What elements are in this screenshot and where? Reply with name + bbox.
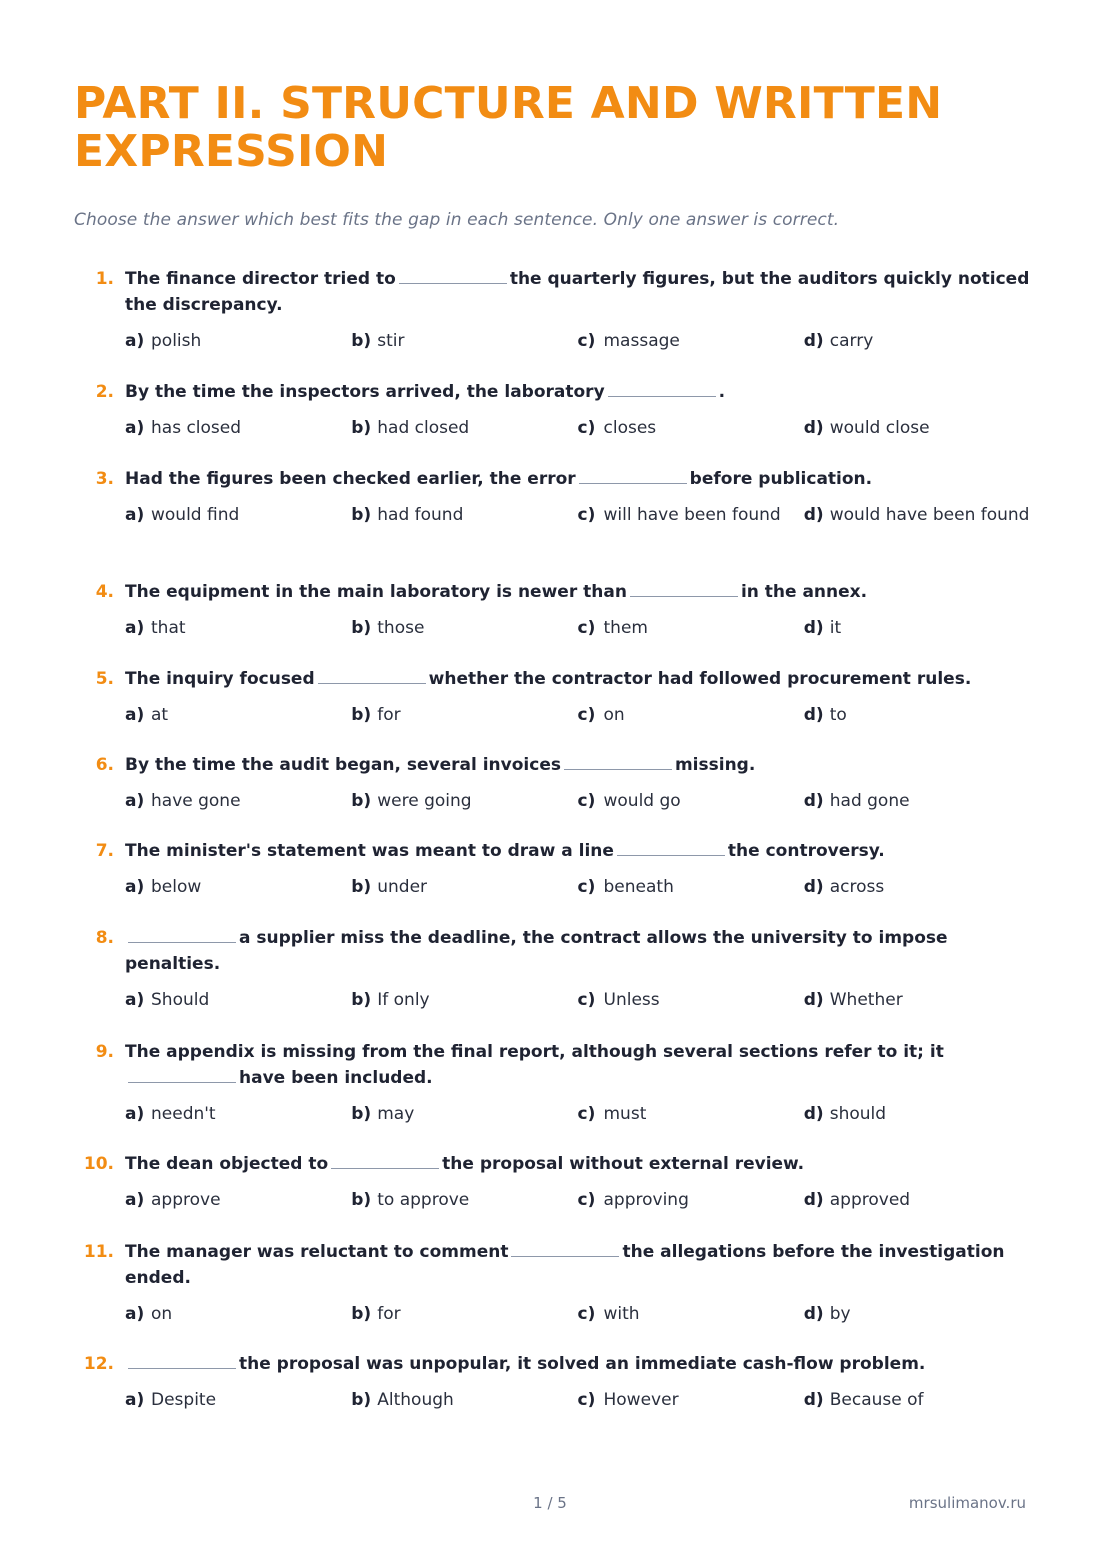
question-stem-after: whether the contractor had followed procurement rules. xyxy=(428,669,972,689)
option-text: have gone xyxy=(151,791,241,811)
answer-option xyxy=(125,415,351,441)
answer-option xyxy=(804,987,1030,1013)
answer-option xyxy=(125,328,351,354)
answer-gap xyxy=(128,928,236,943)
answer-options xyxy=(74,874,1030,900)
answer-option xyxy=(578,502,804,528)
answer-option xyxy=(351,328,577,354)
question-item xyxy=(74,379,1030,441)
answer-gap xyxy=(564,755,672,770)
question-stem-after: the quarterly figures, but the auditors quickly noticed the discrepancy. xyxy=(125,269,1030,315)
question-stem-after: the allegations before the investigation ended. xyxy=(125,1242,1005,1288)
option-text: had gone xyxy=(829,791,910,811)
option-text: polish xyxy=(151,331,202,351)
option-text: Although xyxy=(377,1390,454,1410)
question-number: 6. xyxy=(95,755,114,775)
question-number: 3. xyxy=(95,469,114,489)
option-text: approve xyxy=(151,1190,221,1210)
question-item xyxy=(74,1151,1030,1213)
option-letter: b) xyxy=(351,705,372,725)
option-text: Because of xyxy=(829,1390,924,1410)
question-stem-after: missing. xyxy=(674,755,756,775)
answer-options xyxy=(74,1187,1030,1213)
answer-option xyxy=(351,1301,577,1327)
option-text: it xyxy=(829,618,842,638)
question-text xyxy=(74,266,1030,318)
question-stem-before: The finance director tried to xyxy=(125,269,396,289)
answer-option xyxy=(125,615,351,641)
answer-option xyxy=(125,1101,351,1127)
option-letter: d) xyxy=(803,618,824,638)
option-letter: b) xyxy=(351,505,372,525)
option-text: may xyxy=(377,1104,415,1124)
option-letter: c) xyxy=(577,331,596,351)
answer-option xyxy=(351,1101,577,1127)
option-text: needn't xyxy=(151,1104,216,1124)
answer-option xyxy=(351,615,577,641)
option-letter: a) xyxy=(125,705,145,725)
answer-option xyxy=(578,702,804,728)
answer-gap xyxy=(630,582,738,597)
question-stem-after: a supplier miss the deadline, the contract allows the university to impose penalties. xyxy=(125,928,948,974)
answer-gap xyxy=(318,669,426,684)
question-stem-after: the proposal was unpopular, it solved an immediate cash-flow problem. xyxy=(239,1354,926,1374)
option-letter: c) xyxy=(577,990,596,1010)
answer-gap xyxy=(511,1242,619,1257)
option-text: should xyxy=(829,1104,887,1124)
option-letter: d) xyxy=(803,418,824,438)
question-item xyxy=(74,1039,1030,1127)
answer-option xyxy=(804,415,1030,441)
answer-option xyxy=(125,874,351,900)
option-text: that xyxy=(151,618,186,638)
option-text: closes xyxy=(603,418,657,438)
question-number: 5. xyxy=(95,669,114,689)
option-text: had found xyxy=(377,505,464,525)
option-letter: b) xyxy=(351,618,372,638)
option-text: for xyxy=(377,705,401,725)
option-letter: c) xyxy=(577,1104,596,1124)
question-text xyxy=(74,1351,1030,1377)
question-text xyxy=(74,1239,1030,1291)
answer-gap xyxy=(128,1354,236,1369)
question-number: 4. xyxy=(95,582,114,602)
option-letter: c) xyxy=(577,505,596,525)
option-text: would close xyxy=(829,418,930,438)
option-text: would have been found xyxy=(829,505,1030,525)
option-letter: c) xyxy=(577,1190,596,1210)
option-text: on xyxy=(603,705,625,725)
option-text: by xyxy=(829,1304,851,1324)
answer-option xyxy=(804,788,1030,814)
answer-option xyxy=(125,1301,351,1327)
answer-options xyxy=(74,415,1030,441)
question-stem-before: The minister's statement was meant to draw a line xyxy=(125,841,614,861)
question-stem-before: The appendix is missing from the final report, although several sections refer to it; it xyxy=(125,1042,944,1062)
answer-gap xyxy=(331,1154,439,1169)
answer-gap xyxy=(608,382,716,397)
option-letter: a) xyxy=(125,505,145,525)
answer-option xyxy=(804,1387,1030,1413)
answer-option xyxy=(125,1187,351,1213)
answer-option xyxy=(578,788,804,814)
question-stem-before: The manager was reluctant to comment xyxy=(125,1242,509,1262)
answer-option xyxy=(351,1387,577,1413)
option-text: will have been found xyxy=(603,505,781,525)
option-letter: a) xyxy=(125,990,145,1010)
option-letter: c) xyxy=(577,705,596,725)
option-letter: b) xyxy=(351,791,372,811)
question-item xyxy=(74,579,1030,641)
question-item xyxy=(74,752,1030,814)
option-text: Unless xyxy=(603,990,660,1010)
question-stem-before: The inquiry focused xyxy=(125,669,315,689)
question-number: 11. xyxy=(83,1242,114,1262)
question-text xyxy=(74,379,1030,405)
question-text xyxy=(74,666,1030,692)
option-text: has closed xyxy=(151,418,242,438)
question-number: 8. xyxy=(95,928,114,948)
option-letter: d) xyxy=(803,1304,824,1324)
option-text: If only xyxy=(377,990,430,1010)
question-item xyxy=(74,1351,1030,1413)
answer-option xyxy=(578,328,804,354)
answer-options xyxy=(74,1101,1030,1127)
answer-gap xyxy=(399,269,507,284)
answer-option xyxy=(578,1387,804,1413)
option-letter: b) xyxy=(351,418,372,438)
question-item xyxy=(74,838,1030,900)
answer-option xyxy=(804,328,1030,354)
answer-option xyxy=(578,1101,804,1127)
answer-option xyxy=(804,1187,1030,1213)
question-item xyxy=(74,266,1030,354)
question-stem-after: the controversy. xyxy=(727,841,885,861)
option-letter: b) xyxy=(351,877,372,897)
option-text: below xyxy=(151,877,202,897)
answer-option xyxy=(804,874,1030,900)
option-text: approved xyxy=(829,1190,911,1210)
option-text: for xyxy=(377,1304,401,1324)
answer-option xyxy=(125,788,351,814)
question-stem-after: in the annex. xyxy=(740,582,868,602)
question-item xyxy=(74,666,1030,728)
option-letter: b) xyxy=(351,1104,372,1124)
instructions: Choose the answer which best fits the gap in each sentence. Only one answer is correct. xyxy=(74,210,840,230)
answer-option xyxy=(351,874,577,900)
answer-options xyxy=(74,1387,1030,1413)
option-text: were going xyxy=(377,791,472,811)
option-text: across xyxy=(829,877,885,897)
question-number: 12. xyxy=(83,1354,114,1374)
answer-option xyxy=(351,502,577,528)
answer-option xyxy=(804,1101,1030,1127)
option-letter: a) xyxy=(125,618,145,638)
option-text: at xyxy=(151,705,169,725)
option-letter: d) xyxy=(803,1190,824,1210)
answer-gap xyxy=(128,1068,236,1083)
option-letter: b) xyxy=(351,1304,372,1324)
option-text: stir xyxy=(377,331,405,351)
option-text: them xyxy=(603,618,648,638)
answer-option xyxy=(804,702,1030,728)
option-letter: c) xyxy=(577,1390,596,1410)
answer-gap xyxy=(579,469,687,484)
question-number: 10. xyxy=(83,1154,114,1174)
answer-options xyxy=(74,788,1030,814)
answer-option xyxy=(578,1301,804,1327)
question-text xyxy=(74,925,1030,977)
answer-option xyxy=(578,874,804,900)
page-title: PART II. STRUCTURE AND WRITTEN EXPRESSION xyxy=(74,78,943,177)
option-text: on xyxy=(151,1304,173,1324)
option-letter: d) xyxy=(803,505,824,525)
answer-options xyxy=(74,1301,1030,1327)
option-text: carry xyxy=(829,331,874,351)
option-letter: a) xyxy=(125,1390,145,1410)
answer-option xyxy=(804,1301,1030,1327)
option-text: those xyxy=(377,618,425,638)
option-text: Should xyxy=(151,990,210,1010)
option-text: However xyxy=(603,1390,679,1410)
question-stem-before: Had the figures been checked earlier, the error xyxy=(125,469,576,489)
option-text: under xyxy=(377,877,428,897)
question-text xyxy=(74,838,1030,864)
option-text: must xyxy=(603,1104,647,1124)
answer-option xyxy=(578,987,804,1013)
answer-option xyxy=(804,502,1030,528)
option-text: to approve xyxy=(377,1190,470,1210)
option-letter: c) xyxy=(577,791,596,811)
option-text: had closed xyxy=(377,418,470,438)
option-letter: a) xyxy=(125,1104,145,1124)
option-letter: d) xyxy=(803,1390,824,1410)
answer-option xyxy=(125,1387,351,1413)
question-number: 2. xyxy=(95,382,114,402)
answer-option xyxy=(125,502,351,528)
question-item xyxy=(74,925,1030,1013)
answer-options xyxy=(74,328,1030,354)
question-number: 9. xyxy=(95,1042,114,1062)
site-url: mrsulimanov.ru xyxy=(908,1494,1026,1512)
question-text xyxy=(74,1039,1030,1091)
answer-options xyxy=(74,702,1030,728)
answer-gap xyxy=(617,841,725,856)
option-letter: b) xyxy=(351,331,372,351)
option-letter: a) xyxy=(125,418,145,438)
question-stem-after: . xyxy=(718,382,726,402)
worksheet-page xyxy=(74,80,1030,230)
option-letter: b) xyxy=(351,1390,372,1410)
option-letter: a) xyxy=(125,877,145,897)
answer-option xyxy=(125,702,351,728)
answer-option xyxy=(351,1187,577,1213)
option-text: with xyxy=(603,1304,640,1324)
answer-option xyxy=(578,1187,804,1213)
answer-option xyxy=(351,987,577,1013)
question-text xyxy=(74,579,1030,605)
option-letter: d) xyxy=(803,1104,824,1124)
option-letter: a) xyxy=(125,1190,145,1210)
option-text: Whether xyxy=(829,990,903,1010)
question-item xyxy=(74,1239,1030,1327)
question-stem-before: The equipment in the main laboratory is newer than xyxy=(125,582,627,602)
answer-option xyxy=(125,987,351,1013)
answer-option xyxy=(578,415,804,441)
question-stem-after: before publication. xyxy=(689,469,873,489)
option-text: would go xyxy=(603,791,681,811)
option-text: massage xyxy=(603,331,680,351)
question-text xyxy=(74,752,1030,778)
answer-option xyxy=(351,415,577,441)
option-letter: c) xyxy=(577,618,596,638)
option-text: would find xyxy=(151,505,240,525)
option-text: beneath xyxy=(603,877,674,897)
question-stem-before: By the time the inspectors arrived, the laboratory xyxy=(125,382,605,402)
option-letter: c) xyxy=(577,1304,596,1324)
option-letter: d) xyxy=(803,705,824,725)
option-letter: a) xyxy=(125,791,145,811)
question-stem-after: have been included. xyxy=(239,1068,433,1088)
option-letter: a) xyxy=(125,331,145,351)
option-letter: d) xyxy=(803,791,824,811)
option-text: to xyxy=(829,705,847,725)
question-stem-before: The dean objected to xyxy=(125,1154,329,1174)
answer-option xyxy=(804,615,1030,641)
answer-option xyxy=(351,702,577,728)
question-stem-after: the proposal without external review. xyxy=(442,1154,805,1174)
option-letter: a) xyxy=(125,1304,145,1324)
option-letter: c) xyxy=(577,418,596,438)
question-number: 1. xyxy=(95,269,114,289)
question-text xyxy=(74,1151,1030,1177)
option-letter: d) xyxy=(803,877,824,897)
option-letter: d) xyxy=(803,331,824,351)
answer-option xyxy=(351,788,577,814)
option-letter: b) xyxy=(351,990,372,1010)
option-letter: c) xyxy=(577,877,596,897)
question-stem-before: By the time the audit began, several invoices xyxy=(125,755,561,775)
question-number: 7. xyxy=(95,841,114,861)
answer-options xyxy=(74,987,1030,1013)
option-text: Despite xyxy=(151,1390,217,1410)
option-letter: d) xyxy=(803,990,824,1010)
answer-options xyxy=(74,615,1030,641)
question-text xyxy=(74,466,1030,492)
option-letter: b) xyxy=(351,1190,372,1210)
page-number: 1 / 5 xyxy=(533,1494,567,1512)
answer-options xyxy=(74,502,1030,528)
option-text: approving xyxy=(603,1190,689,1210)
question-item xyxy=(74,466,1030,528)
answer-option xyxy=(578,615,804,641)
